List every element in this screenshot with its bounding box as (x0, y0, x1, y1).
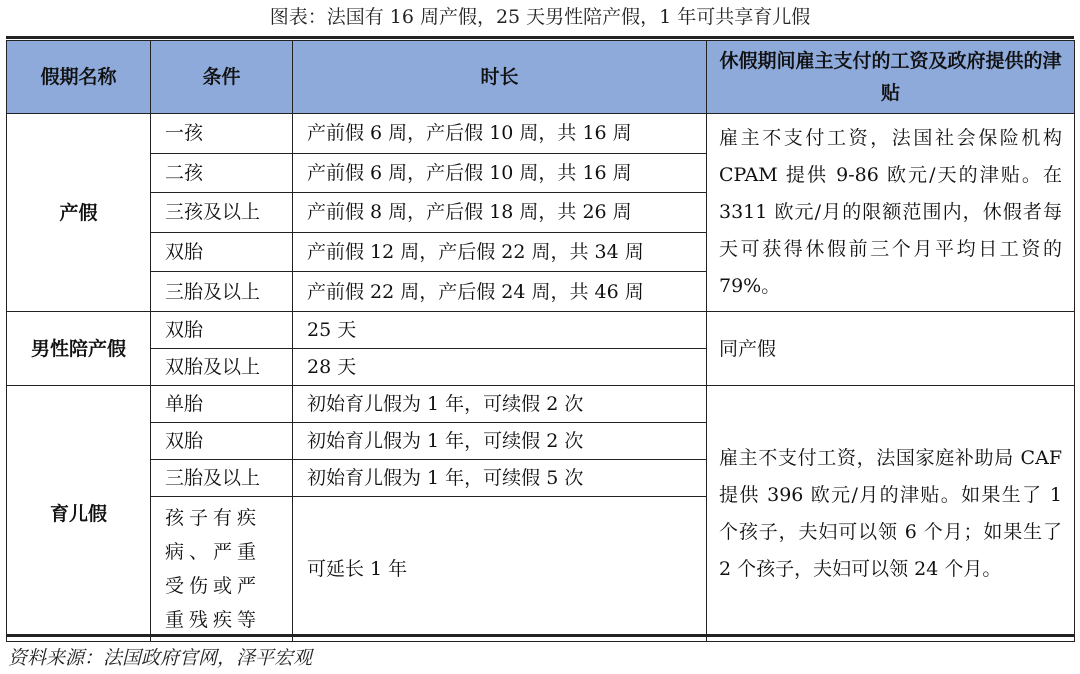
leave-name-maternity: 产假 (7, 114, 151, 312)
condition-cell: 单胎 (151, 386, 293, 423)
condition-cell: 双胎 (151, 423, 293, 460)
header-condition: 条件 (151, 41, 293, 114)
condition-cell: 双胎 (151, 232, 293, 272)
condition-cell: 二孩 (151, 153, 293, 193)
duration-cell: 产前假 8 周，产后假 18 周，共 26 周 (293, 193, 707, 233)
duration-cell: 产前假 6 周，产后假 10 周，共 16 周 (293, 114, 707, 154)
leave-name-paternity: 男性陪产假 (7, 312, 151, 386)
leave-policy-table (6, 40, 1075, 642)
duration-cell: 28 天 (293, 349, 707, 386)
condition-cell: 三孩及以上 (151, 193, 293, 233)
condition-cell: 三胎及以上 (151, 272, 293, 312)
condition-cell: 双胎 (151, 312, 293, 349)
subsidy-paternity: 同产假 (707, 312, 1075, 386)
duration-cell: 初始育儿假为 1 年，可续假 2 次 (293, 386, 707, 423)
condition-cell: 三胎及以上 (151, 460, 293, 497)
header-subsidy: 休假期间雇主支付的工资及政府提供的津贴 (707, 41, 1075, 114)
duration-cell: 产前假 12 周，产后假 22 周，共 34 周 (293, 232, 707, 272)
condition-cell: 一孩 (151, 114, 293, 154)
table-row (7, 386, 1075, 423)
leave-name-parental: 育儿假 (7, 386, 151, 642)
top-rule (6, 36, 1074, 39)
duration-cell: 产前假 6 周，产后假 10 周，共 16 周 (293, 153, 707, 193)
duration-cell: 可延长 1 年 (293, 497, 707, 642)
bottom-rule (6, 634, 1074, 637)
header-duration: 时长 (293, 41, 707, 114)
duration-cell: 初始育儿假为 1 年，可续假 2 次 (293, 423, 707, 460)
table-caption: 图表：法国有 16 周产假，25 天男性陪产假，1 年可共享育儿假 (269, 6, 811, 28)
duration-cell: 产前假 22 周，产后假 24 周，共 46 周 (293, 272, 707, 312)
subsidy-parental: 雇主不支付工资，法国家庭补助局 CAF 提供 396 欧元/月的津贴。如果生了 1 个孩子，夫妇可以领 6 个月；如果生了 2 个孩子，夫妇可以领 24 个月。 (707, 386, 1075, 642)
condition-cell: 孩子有疾病、严重受伤或严重残疾等 (151, 497, 293, 642)
subsidy-maternity: 雇主不支付工资，法国社会保险机构 CPAM 提供 9-86 欧元/天的津贴。在 3311 欧元/月的限额范围内，休假者每天可获得休假前三个月平均日工资的 79%。 (707, 114, 1075, 312)
duration-cell: 初始育儿假为 1 年，可续假 5 次 (293, 460, 707, 497)
source-note: 资料来源：法国政府官网，泽平宏观 (8, 647, 313, 669)
duration-cell: 25 天 (293, 312, 707, 349)
condition-cell: 双胎及以上 (151, 349, 293, 386)
table-row (7, 312, 1075, 349)
table-row (7, 114, 1075, 154)
header-leave-name: 假期名称 (7, 41, 151, 114)
header-row (7, 41, 1075, 114)
